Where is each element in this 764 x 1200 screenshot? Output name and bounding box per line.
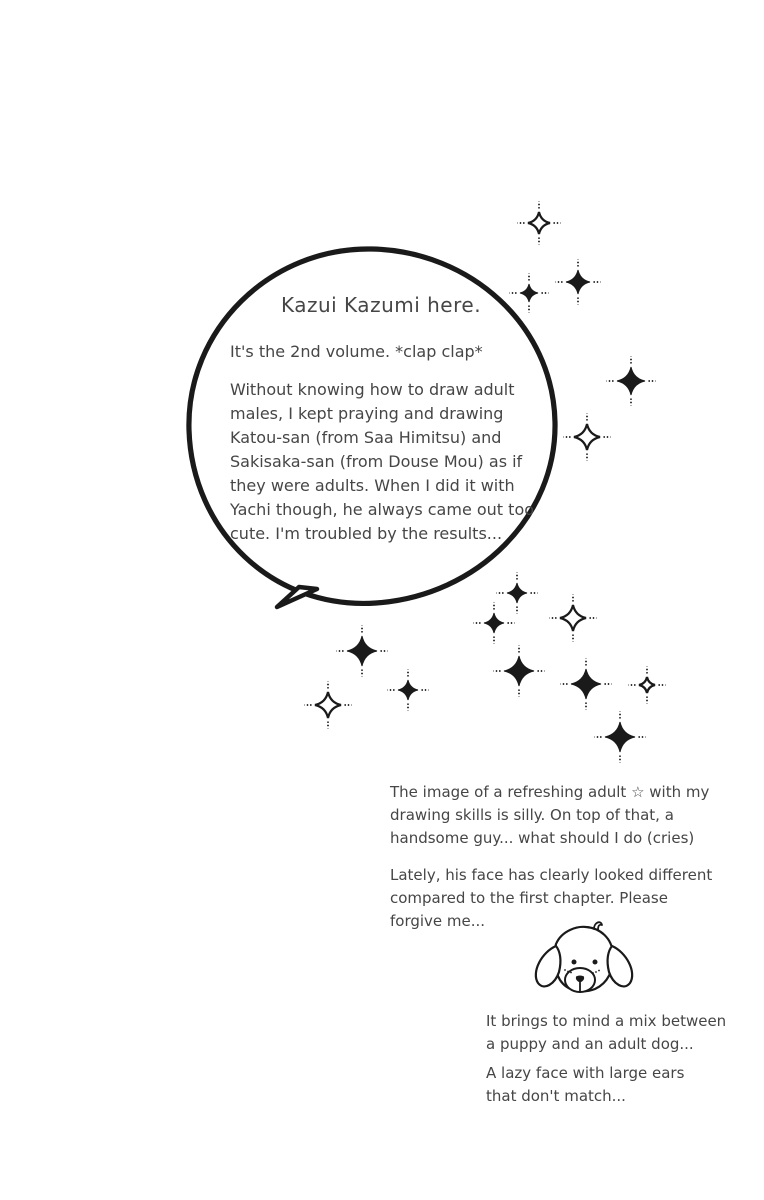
bubble-paragraph-line: cute. I'm troubled by the results... xyxy=(230,524,503,543)
bubble-paragraph-line: Without knowing how to draw adult xyxy=(230,380,515,399)
author-note-lazy-face xyxy=(486,1062,684,1108)
bubble-greeting: Kazui Kazumi here. xyxy=(280,293,482,317)
bubble-paragraph-line: Sakisaka-san (from Douse Mou) as if xyxy=(230,452,523,471)
bubble-paragraph-line: Yachi though, he always came out too xyxy=(230,500,535,519)
author-note-line: A lazy face with large ears xyxy=(486,1064,685,1082)
puppy-face-doodle xyxy=(524,920,644,1012)
author-note-line: handsome guy... what should I do (cries) xyxy=(390,829,695,847)
author-note-line: It brings to mind a mix between xyxy=(486,1012,727,1030)
author-note-line: drawing skills is silly. On top of that, a xyxy=(390,806,674,824)
author-note-drawing-skills xyxy=(390,781,709,850)
puppy-left-ear xyxy=(536,946,561,986)
bubble-paragraph-line: Katou-san (from Saa Himitsu) and xyxy=(230,428,502,447)
author-note-line: a puppy and an adult dog... xyxy=(486,1035,694,1053)
author-note-line: forgive me... xyxy=(390,912,486,930)
puppy-right-ear xyxy=(608,946,633,986)
bubble-paragraph xyxy=(230,378,535,546)
author-note-line: that don't match... xyxy=(486,1087,626,1105)
bubble-paragraph-line: they were adults. When I did it with xyxy=(230,476,515,495)
author-note-puppy-mix xyxy=(486,1010,726,1056)
author-note-line: compared to the first chapter. Please xyxy=(390,889,668,907)
puppy-left-eye xyxy=(572,960,577,965)
author-note-line: The image of a refreshing adult ☆ with my xyxy=(390,783,710,801)
bubble-volume-line: It's the 2nd volume. *clap clap* xyxy=(230,342,483,361)
speech-bubble-text xyxy=(230,292,535,546)
puppy-right-eye xyxy=(593,960,598,965)
author-note-line: Lately, his face has clearly looked different xyxy=(390,866,713,884)
bubble-paragraph-line: males, I kept praying and drawing xyxy=(230,404,504,423)
